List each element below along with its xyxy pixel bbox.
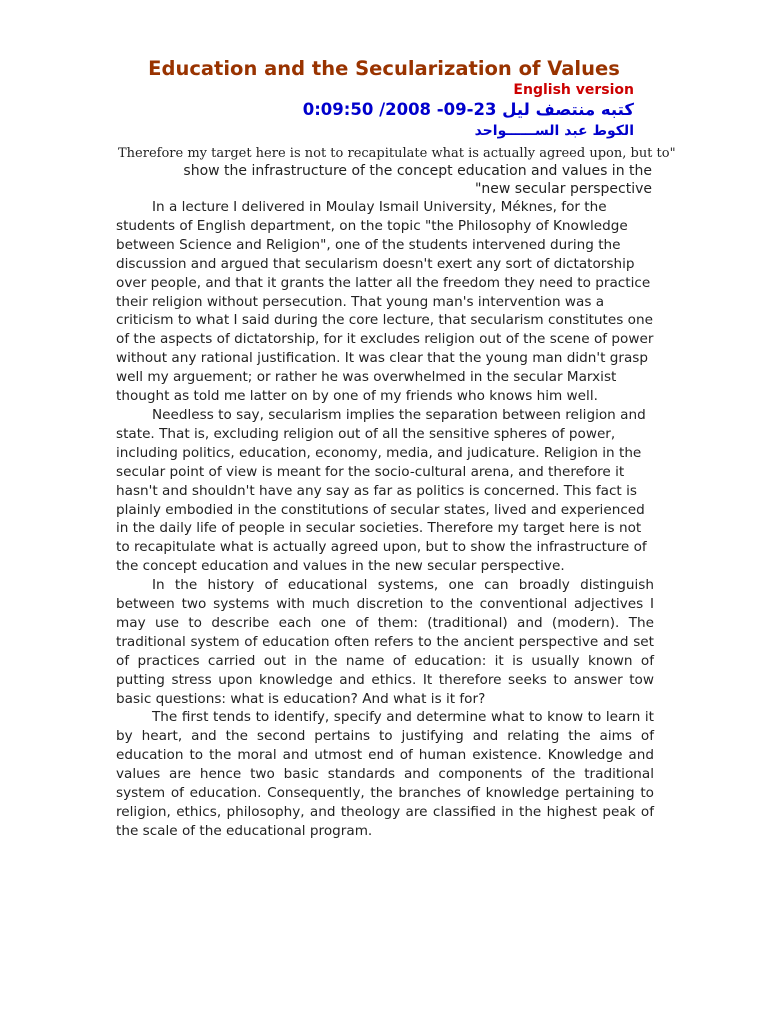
article-author: الكوط عبد الســــــواحد: [474, 123, 634, 139]
epigraph-line-2: show the infrastructure of the concept education and values in the: [183, 163, 652, 179]
language-label: English version: [513, 82, 634, 98]
epigraph-line-1: Therefore my target here is not to recapitulate what is actually agreed upon, but to": [118, 146, 676, 161]
article-title: Education and the Secularization of Values: [148, 57, 620, 80]
article-byline: كتبه منتصف ليل 23-09- 2008/ 0:09:50: [302, 100, 634, 119]
epigraph-line-3: "new secular perspective: [474, 181, 652, 197]
body-paragraph: In the history of educational systems, one can broadly distinguish between two systems with much discretion to the conventional adjectives I may use to describe each one of them: (traditional) and (modern). The traditional system of education often refers to the ancient perspective and set of practices carried out in the name of education: it is usually known of putting stress upon knowledge and ethics. It therefore seeks to answer tow basic questions: what is education? And what is it for?: [116, 577, 654, 707]
body-paragraph: In a lecture I delivered in Moulay Ismail University, Méknes, for the students of English department, on the topic "the Philosophy of Knowledge between Science and Religion", one of the students intervened during the discussion and argued that secularism doesn't exert any sort of dictatorship over people, and that it grants the latter all the freedom they need to practice their religion without persecution. That young man's intervention was a criticism to what I said during the core lecture, that secularism constitutes one of the aspects of dictatorship, for it excludes religion out of the scene of power without any rational justification. It was clear that the young man didn't grasp well my arguement; or rather he was overwhelmed in the secular Marxist thought as told me latter on by one of my friends who knows him well.: [116, 199, 654, 405]
body-paragraph: The first tends to identify, specify and determine what to know to learn it by heart, and the second pertains to justifying and relating the aims of education to the moral and utmost end of human existence. Knowledge and values are hence two basic standards and components of the traditional system of education. Consequently, the branches of knowledge pertaining to religion, ethics, philosophy, and theology are classified in the highest peak of the scale of the educational program.: [116, 709, 654, 839]
article-body: [116, 198, 654, 841]
body-paragraph: Needless to say, secularism implies the separation between religion and state. That is, excluding religion out of all the sensitive spheres of power, including politics, education, economy, media, and judicature. Religion in the secular point of view is meant for the socio-cultural arena, and therefore it hasn't and shouldn't have any say as far as politics is concerned. This fact is plainly embodied in the constitutions of secular states, lived and experienced in the daily life of people in secular societies. Therefore my target here is not to recapitulate what is actually agreed upon, but to show the infrastructure of the concept education and values in the new secular perspective.: [116, 406, 647, 575]
